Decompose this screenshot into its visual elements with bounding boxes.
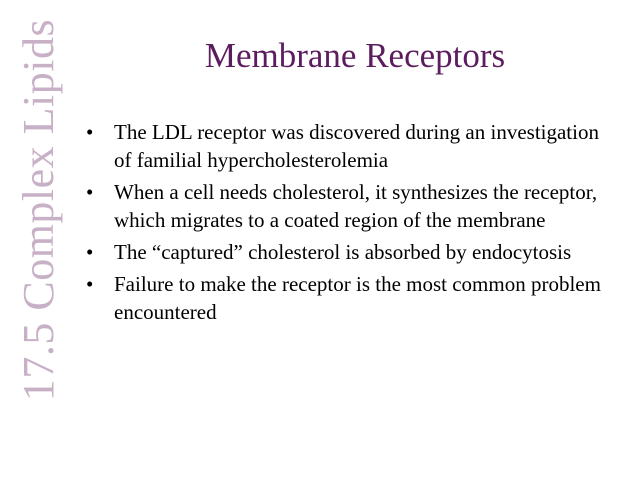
bullet-item bbox=[86, 178, 608, 234]
bullet-marker: • bbox=[86, 240, 94, 264]
bullet-item bbox=[86, 118, 608, 174]
bullet-text: Failure to make the receptor is the most common problem encountered bbox=[114, 272, 601, 324]
bullet-text: The LDL receptor was discovered during an investigation of familial hypercholesterolemia bbox=[114, 120, 599, 172]
side-label: 17.5 Complex Lipids bbox=[14, 18, 63, 402]
bullet-item bbox=[86, 238, 608, 266]
bullet-list bbox=[86, 118, 608, 330]
bullet-text: When a cell needs cholesterol, it synthesizes the receptor, which migrates to a coated region of the membrane bbox=[114, 180, 598, 232]
bullet-item bbox=[86, 270, 608, 326]
slide-title: Membrane Receptors bbox=[204, 36, 506, 75]
bullet-marker: • bbox=[86, 272, 94, 296]
bullet-marker: • bbox=[86, 120, 94, 144]
side-label-container bbox=[14, 0, 64, 420]
bullet-text: The “captured” cholesterol is absorbed by endocytosis bbox=[114, 240, 572, 264]
bullet-marker: • bbox=[86, 180, 94, 204]
